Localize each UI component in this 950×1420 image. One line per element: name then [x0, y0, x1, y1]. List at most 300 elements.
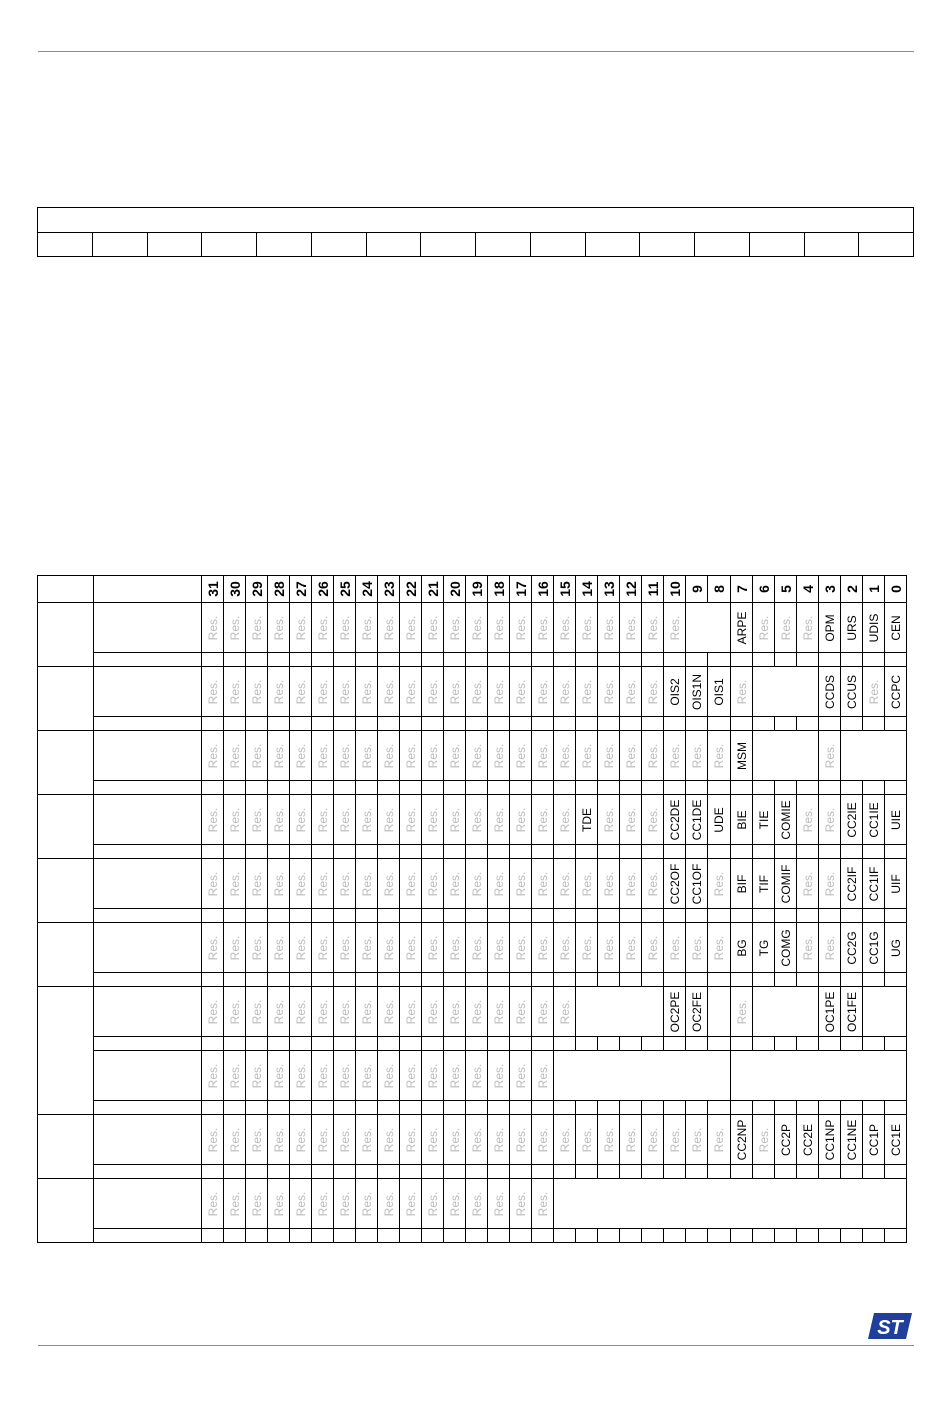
reset-value-row [38, 1037, 907, 1051]
reserved-bit [532, 731, 554, 781]
bit-number [422, 576, 444, 603]
reset-bit-cell [488, 1037, 510, 1051]
reset-bit-cell [224, 1229, 246, 1243]
field-tde [576, 795, 598, 845]
reset-bit-cell [797, 1037, 819, 1051]
bit-number [202, 576, 224, 603]
reserved-bit-text: Res. [249, 807, 264, 832]
reserved-bit-text: Res. [359, 1063, 374, 1088]
reserved-bit-text: Res. [403, 1063, 418, 1088]
field-cc2de-text: CC2DE [667, 799, 682, 840]
reserved-bit-text: Res. [315, 679, 330, 704]
reset-bit-cell [576, 909, 598, 923]
reserved-bit [224, 603, 246, 653]
bit-number-text: 27 [292, 581, 309, 597]
reset-bit-cell [400, 717, 422, 731]
reset-bit-cell [554, 1037, 576, 1051]
field-comie-text: COMIE [778, 799, 793, 840]
reset-bit-cell [708, 1165, 731, 1179]
reset-bit-cell [334, 1037, 356, 1051]
reset-bit-cell [642, 653, 664, 667]
reset-bit-cell [312, 781, 334, 795]
reset-bit-cell [731, 781, 753, 795]
reserved-bit-text: Res. [249, 743, 264, 768]
reset-bit-cell [885, 973, 907, 987]
reset-bit-cell [246, 781, 268, 795]
reset-bit-cell [598, 1165, 620, 1179]
reset-bit-cell [708, 845, 731, 859]
reset-bit-cell [510, 717, 532, 731]
reserved-bit [642, 923, 664, 973]
reset-bit-cell [576, 1037, 598, 1051]
field-cc1de-text: CC1DE [689, 799, 704, 840]
reserved-bit-text: Res. [513, 1191, 528, 1216]
reserved-bit-text: Res. [425, 807, 440, 832]
reserved-bit [312, 795, 334, 845]
reset-bit-cell [312, 1229, 334, 1243]
reserved-bit-text: Res. [645, 807, 660, 832]
reserved-bit-text: Res. [425, 1191, 440, 1216]
reserved-bit-text: Res. [623, 807, 638, 832]
reserved-bit-text: Res. [447, 999, 462, 1024]
reserved-bit [576, 859, 598, 909]
reserved-bit [620, 1115, 642, 1165]
reset-bit-cell [885, 845, 907, 859]
reserved-bit-text: Res. [447, 615, 462, 640]
reserved-bit-text: Res. [756, 1127, 771, 1152]
bit-number-text: 19 [468, 581, 485, 597]
reset-bit-cell [775, 781, 797, 795]
reserved-bit [290, 603, 312, 653]
reset-bit-cell [885, 653, 907, 667]
field-cc2p [775, 1115, 797, 1165]
reserved-bit [224, 923, 246, 973]
reset-bit-cell [532, 717, 554, 731]
reserved-bit-text: Res. [513, 999, 528, 1024]
reserved-bit [268, 795, 290, 845]
reserved-bit [202, 1115, 224, 1165]
reset-bit-cell [819, 717, 841, 731]
reset-bit-cell [224, 1165, 246, 1179]
reserved-bit [356, 731, 378, 781]
field-udis [863, 603, 885, 653]
reserved-bit [356, 603, 378, 653]
reset-bit-cell [444, 781, 466, 795]
reserved-bit-text: Res. [205, 871, 220, 896]
reserved-bit [422, 1051, 444, 1101]
reset-bit-cell [841, 909, 863, 923]
reset-bit-cell [642, 717, 664, 731]
field-oc2fe [686, 987, 708, 1037]
field-msm [731, 731, 753, 781]
field-cc1if-text: CC1IF [866, 866, 881, 901]
reset-bit-cell [554, 1165, 576, 1179]
reset-bit-cell [224, 653, 246, 667]
reset-bit-cell [863, 781, 885, 795]
reset-bit-cell [312, 973, 334, 987]
reserved-bit [246, 987, 268, 1037]
reserved-bit [422, 667, 444, 717]
reset-bit-cell [378, 781, 400, 795]
bit-number-text: 10 [666, 581, 683, 597]
reset-bit-cell [488, 781, 510, 795]
reserved-bit [202, 731, 224, 781]
reserved-bit [642, 1115, 664, 1165]
reserved-bit [532, 1115, 554, 1165]
reset-bit-cell [532, 781, 554, 795]
reserved-bit-text: Res. [249, 615, 264, 640]
reserved-bit-text: Res. [469, 871, 484, 896]
field-ug-text: UG [888, 938, 903, 957]
field-cc1if [863, 859, 885, 909]
reset-bit-cell [488, 973, 510, 987]
bit-number [664, 576, 686, 603]
reserved-bit-text: Res. [425, 935, 440, 960]
offset-header [38, 576, 94, 603]
register-bit-cell [202, 232, 257, 257]
reset-bit-cell [731, 909, 753, 923]
reset-bit-cell [268, 1037, 290, 1051]
reserved-bit [532, 1179, 554, 1229]
reserved-bit-text: Res. [271, 743, 286, 768]
field-oc2pe [664, 987, 686, 1037]
reserved-bit [224, 1179, 246, 1229]
field-multi-bit [753, 987, 819, 1037]
reserved-bit-text: Res. [227, 935, 242, 960]
reserved-bit-text: Res. [359, 999, 374, 1024]
reserved-bit-text: Res. [712, 743, 726, 768]
reset-bit-cell [422, 1101, 444, 1115]
reserved-bit [620, 859, 642, 909]
register-bit-cell [92, 232, 147, 257]
reset-bit-cell [224, 1101, 246, 1115]
reset-bit-cell [356, 1165, 378, 1179]
bit-number [819, 576, 841, 603]
reset-bit-cell [642, 1229, 664, 1243]
reset-bit-cell [576, 1165, 598, 1179]
reset-bit-cell [620, 1229, 642, 1243]
reserved-bit-text: Res. [271, 615, 286, 640]
reset-bit-cell [885, 1165, 907, 1179]
reserved-bit [488, 603, 510, 653]
reset-bit-cell [598, 1037, 620, 1051]
reset-bit-cell [664, 1165, 686, 1179]
reserved-bit [290, 859, 312, 909]
reserved-bit [290, 1179, 312, 1229]
reset-bit-cell [731, 717, 753, 731]
reset-bit-cell [863, 973, 885, 987]
reserved-bit [444, 923, 466, 973]
reset-bit-cell [312, 1165, 334, 1179]
register-name-cell [94, 731, 202, 781]
field-comg-text: COMG [778, 928, 793, 967]
reserved-bit [598, 923, 620, 973]
register-row [38, 987, 907, 1037]
reserved-bit-text: Res. [249, 679, 264, 704]
reset-bit-cell [598, 717, 620, 731]
field-oc2pe-text: OC2PE [667, 991, 682, 1032]
reserved-bit-text: Res. [535, 807, 550, 832]
reserved-bit-text: Res. [227, 999, 242, 1024]
reset-bit-cell [510, 781, 532, 795]
reserved-bit-text: Res. [822, 935, 837, 960]
reset-bit-cell [863, 1037, 885, 1051]
reset-bit-cell [378, 717, 400, 731]
reset-bit-cell [686, 717, 708, 731]
reset-bit-cell [466, 973, 488, 987]
reserved-bit [510, 795, 532, 845]
reserved-bit-text: Res. [381, 1191, 396, 1216]
bit-number [753, 576, 775, 603]
bit-number-text: 17 [512, 581, 529, 597]
reset-bit-cell [819, 973, 841, 987]
field-cc2of [664, 859, 686, 909]
reserved-bit-text: Res. [579, 615, 594, 640]
reserved-bit [444, 1051, 466, 1101]
reset-bit-cell [422, 909, 444, 923]
reserved-bit-text: Res. [359, 935, 374, 960]
reset-bit-cell [686, 973, 708, 987]
reserved-bit [290, 1115, 312, 1165]
reset-bit-cell [731, 1229, 753, 1243]
reserved-bit-text: Res. [645, 679, 660, 704]
field-bif-text: BIF [734, 874, 749, 893]
reserved-bit-text: Res. [645, 1127, 660, 1152]
reset-bit-cell [576, 653, 598, 667]
reset-bit-cell [554, 1101, 576, 1115]
reserved-bit [334, 987, 356, 1037]
reserved-bit [510, 923, 532, 973]
field-bie-text: BIE [734, 809, 749, 830]
reserved-bit [246, 859, 268, 909]
reserved-bit-text: Res. [271, 871, 286, 896]
reserved-bit [863, 667, 885, 717]
reset-value-row [38, 973, 907, 987]
reserved-bit [797, 923, 819, 973]
reserved-bit-text: Res. [579, 935, 594, 960]
reset-bit-cell [378, 845, 400, 859]
reserved-bit-text: Res. [381, 615, 396, 640]
reset-bit-cell [819, 845, 841, 859]
reserved-bit [378, 859, 400, 909]
reset-bit-cell [290, 973, 312, 987]
reset-bit-cell [841, 845, 863, 859]
reset-bit-cell [664, 845, 686, 859]
reserved-bit [532, 923, 554, 973]
field-cc1e-text: CC1E [888, 1123, 903, 1156]
register-bit-cell [421, 232, 476, 257]
reset-bit-cell [841, 1101, 863, 1115]
reset-bit-cell [246, 1229, 268, 1243]
bit-number-text: 6 [755, 585, 772, 593]
reset-bit-cell [246, 1037, 268, 1051]
reset-bit-cell [224, 717, 246, 731]
bit-number [356, 576, 378, 603]
reset-bit-cell [863, 1229, 885, 1243]
reserved-bit [731, 987, 753, 1037]
reserved-bit [598, 859, 620, 909]
reserved-bit-text: Res. [822, 871, 837, 896]
reset-bit-cell [708, 1101, 731, 1115]
reset-bit-cell [576, 1101, 598, 1115]
reserved-bit-text: Res. [447, 1127, 462, 1152]
svg-text:ST: ST [877, 1317, 903, 1339]
field-cc1ne [841, 1115, 863, 1165]
reset-bit-cell [841, 1037, 863, 1051]
reserved-bit [466, 923, 488, 973]
reset-bit-cell [202, 973, 224, 987]
register-bit-cell [476, 232, 531, 257]
reserved-bit-text: Res. [822, 807, 837, 832]
reserved-bit [510, 603, 532, 653]
reset-bit-cell [775, 653, 797, 667]
reset-bit-cell [202, 1165, 224, 1179]
reset-bit-cell [246, 1165, 268, 1179]
register-bit-cell [640, 232, 695, 257]
reserved-bit [334, 923, 356, 973]
reserved-bit-text: Res. [205, 743, 220, 768]
bit-number-text: 3 [821, 585, 838, 593]
reserved-bit [378, 923, 400, 973]
reserved-bit [246, 731, 268, 781]
reserved-bit-text: Res. [623, 615, 638, 640]
reset-bit-cell [422, 653, 444, 667]
reserved-bit-text: Res. [315, 1127, 330, 1152]
reset-bit-cell [334, 909, 356, 923]
reserved-bit [400, 1051, 422, 1101]
reset-bit-cell [797, 653, 819, 667]
register-name-row [38, 208, 914, 233]
reserved-bit-text: Res. [491, 1191, 506, 1216]
reserved-bit [400, 923, 422, 973]
offset-cell [38, 859, 94, 923]
field-cc2np [731, 1115, 753, 1165]
reserved-bit [202, 1051, 224, 1101]
reserved-bit [400, 987, 422, 1037]
reserved-bit-text: Res. [491, 743, 506, 768]
reserved-bit-text: Res. [315, 871, 330, 896]
field-bif [731, 859, 753, 909]
reset-bit-cell [312, 909, 334, 923]
reserved-bit [378, 731, 400, 781]
reserved-bit-text: Res. [403, 679, 418, 704]
reserved-bit [554, 795, 576, 845]
reset-bit-cell [246, 717, 268, 731]
reserved-bit-text: Res. [315, 615, 330, 640]
reserved-bit-text: Res. [601, 615, 616, 640]
reset-bit-cell [246, 845, 268, 859]
reset-label-cell [94, 1229, 202, 1243]
field-cc1p [863, 1115, 885, 1165]
reset-bit-cell [885, 1229, 907, 1243]
reserved-bit-text: Res. [337, 935, 352, 960]
reset-bit-cell [290, 845, 312, 859]
reserved-bit [202, 923, 224, 973]
reserved-bit [554, 1115, 576, 1165]
reset-bit-cell [422, 973, 444, 987]
reset-bit-cell [466, 1037, 488, 1051]
field-ois1-text: OIS1 [712, 677, 726, 706]
reserved-bit [356, 923, 378, 973]
bit-number-text: 28 [270, 581, 287, 597]
bit-number [268, 576, 290, 603]
field-cc2g [841, 923, 863, 973]
reset-bit-cell [797, 909, 819, 923]
reserved-bit [246, 1115, 268, 1165]
field-ccds-text: CCDS [822, 674, 837, 709]
register-name-cell [94, 1179, 202, 1229]
reset-bit-cell [731, 1101, 753, 1115]
reserved-bit-text: Res. [227, 871, 242, 896]
reserved-bit-text: Res. [734, 999, 749, 1024]
reset-bit-cell [598, 845, 620, 859]
register-row [38, 1115, 907, 1165]
reset-bit-cell [334, 717, 356, 731]
register-bit-cell [38, 232, 93, 257]
reserved-bit-text: Res. [359, 807, 374, 832]
reset-bit-cell [488, 653, 510, 667]
reserved-bit [378, 795, 400, 845]
reserved-bit-text: Res. [205, 1063, 220, 1088]
reset-bit-cell [885, 1101, 907, 1115]
reset-bit-cell [312, 845, 334, 859]
reserved-bit [312, 923, 334, 973]
reserved-bit [290, 731, 312, 781]
reserved-bit-text: Res. [866, 679, 881, 704]
reset-bit-cell [841, 1165, 863, 1179]
reset-bit-cell [775, 1037, 797, 1051]
reserved-bit [554, 667, 576, 717]
reserved-bit [532, 603, 554, 653]
reserved-bit-text: Res. [337, 1127, 352, 1152]
field-tie [753, 795, 775, 845]
reserved-bit-text: Res. [557, 1127, 572, 1152]
reserved-bit [334, 1115, 356, 1165]
reserved-bit-text: Res. [469, 1191, 484, 1216]
reserved-bit [466, 731, 488, 781]
bit-number [841, 576, 863, 603]
reserved-bit [686, 923, 708, 973]
reserved-bit [532, 667, 554, 717]
field-comg [775, 923, 797, 973]
reserved-bit-text: Res. [315, 999, 330, 1024]
reserved-bit [334, 731, 356, 781]
reset-bit-cell [598, 653, 620, 667]
reserved-bit-text: Res. [381, 871, 396, 896]
reserved-bit-text: Res. [227, 743, 242, 768]
reset-bit-cell [246, 973, 268, 987]
bit-number [642, 576, 664, 603]
reset-bit-cell [775, 1229, 797, 1243]
reserved-bit [246, 923, 268, 973]
reserved-bit-text: Res. [381, 999, 396, 1024]
reset-bit-cell [554, 845, 576, 859]
reset-bit-cell [400, 1165, 422, 1179]
reset-bit-cell [863, 717, 885, 731]
field-cc1np [819, 1115, 841, 1165]
field-ois2-text: OIS2 [667, 677, 682, 706]
field-multi-bit [841, 731, 907, 781]
reserved-bit-text: Res. [315, 1191, 330, 1216]
reserved-bit [466, 603, 488, 653]
bit-number [598, 576, 620, 603]
reserved-bit [268, 859, 290, 909]
reset-bit-cell [642, 1165, 664, 1179]
register-row [38, 859, 907, 909]
reset-bit-cell [224, 973, 246, 987]
reserved-bit-text: Res. [557, 615, 572, 640]
reserved-bit [422, 859, 444, 909]
